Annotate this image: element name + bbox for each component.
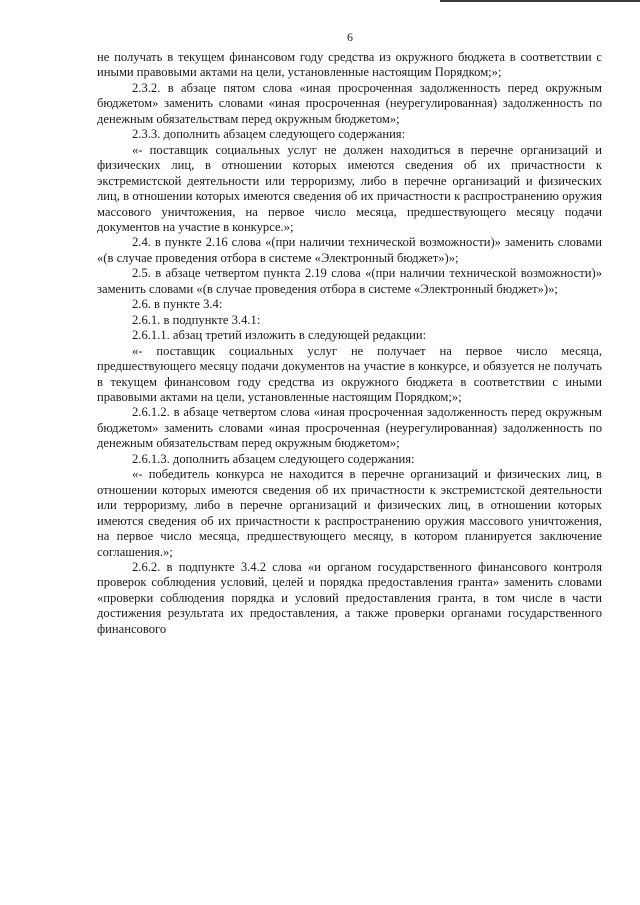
paragraph-6: 2.5. в абзаце четвертом пункта 2.19 слова «(при наличии технической возможности)» заменить словами «(в случае проведения отбора в системе «Электронный бюджет»)»; — [97, 266, 602, 296]
page-number: 6 — [347, 30, 353, 44]
paragraph-2: 2.3.2. в абзаце пятом слова «иная просроченная задолженность перед окружным бюджетом» заменить словами «иная просроченная (неурегулированная) задолженность по денежным обязательствам перед окружным бюджетом»; — [97, 80, 602, 126]
paragraph-14: 2.6.2. в подпункте 3.4.2 слова «и органом государственного финансового контроля проверок соблюдения условий, целей и порядка предоставления гранта» заменить словами «проверки соблюдения порядка и условий предоставления гранта, в том числе в части достижения результата их предоставления, а также проверки органами государственного финансового — [97, 559, 602, 636]
scan-edge-mark — [440, 0, 640, 2]
paragraph-4: «- поставщик социальных услуг не должен находиться в перечне организаций и физических лиц, в отношении которых имеются сведения об их причастности к экстремистской деятельности или терроризму, либо в перечне организаций и физических лиц, в отношении которых имеются сведения об их причастности к распространению оружия массового уничтожения, на первое число месяца, предшествующего месяцу подачи документов на участие в конкурсе.»; — [97, 142, 602, 234]
document-body — [97, 50, 602, 637]
paragraph-12: 2.6.1.3. дополнить абзацем следующего содержания: — [132, 451, 415, 466]
paragraph-3: 2.3.3. дополнить абзацем следующего содержания: — [132, 127, 406, 142]
paragraph-7: 2.6. в пункте 3.4: — [132, 297, 223, 312]
paragraph-8: 2.6.1. в подпункте 3.4.1: — [132, 312, 261, 327]
paragraph-9: 2.6.1.1. абзац третий изложить в следующей редакции: — [132, 328, 427, 343]
paragraph-1: не получать в текущем финансовом году средства из окружного бюджета в соответствии с иными правовыми актами на цели, установленные настоящим Порядком;»; — [97, 50, 602, 80]
paragraph-13: «- победитель конкурса не находится в перечне организаций и физических лиц, в отношении которых имеются сведения об их причастности к экстремистской деятельности или терроризму, либо в перечне организаций и физических лиц, в отношении которых имеются сведения об их причастности к распространению оружия массового уничтожения, на первое число месяца, предшествующего месяцу, в котором планируется заключение соглашения.»; — [97, 467, 602, 559]
paragraph-5: 2.4. в пункте 2.16 слова «(при наличии технической возможности)» заменить словами «(в случае проведения отбора в системе «Электронный бюджет»)»; — [97, 235, 602, 265]
paragraph-11: 2.6.1.2. в абзаце четвертом слова «иная просроченная задолженность перед окружным бюджетом» заменить словами «иная просроченная (неурегулированная) задолженность по денежным обязательствам перед окружным бюджетом»; — [97, 405, 602, 451]
paragraph-10: «- поставщик социальных услуг не получает на первое число месяца, предшествующего месяцу подачи документов на участие в конкурсе, и обязуется не получать в текущем финансовом году средства из окружного бюджета в соответствии с иными правовыми актами на цели, установленные настоящим Порядком;»; — [97, 343, 602, 404]
